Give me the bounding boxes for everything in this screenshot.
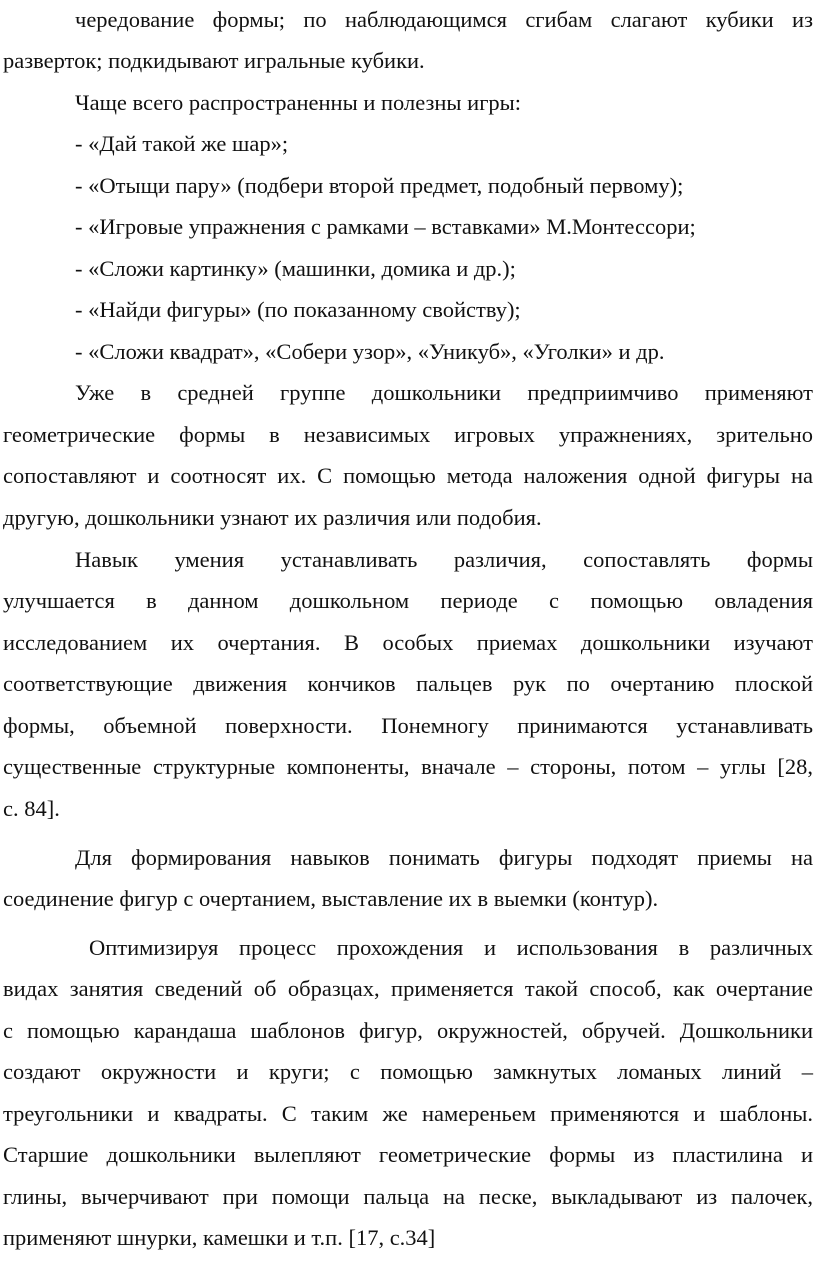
text-line: соответствующие движения кончиков пальцев рук по очертанию плоской xyxy=(3,671,813,696)
text-line: геометрические формы в независимых игровых упражнениях, зрительно xyxy=(3,422,813,447)
text-line: создают окружности и круги; с помощью замкнутых ломаных линий – xyxy=(3,1059,813,1084)
text-line: сопоставляют и соотносят их. С помощью метода наложения одной фигуры на xyxy=(3,463,813,488)
text-line: с. 84]. xyxy=(3,796,60,821)
text-line: чередование формы; по наблюдающимся сгибам слагают кубики из xyxy=(75,7,813,32)
list-item: - «Отыщи пару» (подбери второй предмет, подобный первому); xyxy=(75,173,684,198)
list-item: - «Найди фигуры» (по показанному свойству); xyxy=(75,297,521,322)
text-line: Уже в средней группе дошкольники предприимчиво применяют xyxy=(75,380,813,405)
text-line: глины, вычерчивают при помощи пальца на песке, выкладывают из палочек, xyxy=(3,1184,813,1209)
text-line: применяют шнурки, камешки и т.п. [17, с.34] xyxy=(3,1225,436,1250)
list-item: - «Дай такой же шар»; xyxy=(75,131,289,156)
text-line: Для формирования навыков понимать фигуры подходят приемы на xyxy=(75,845,813,870)
text-line: видах занятия сведений об образцах, применяется такой способ, как очертание xyxy=(3,976,813,1001)
text-line: формы, объемной поверхности. Понемногу принимаются устанавливать xyxy=(3,713,813,738)
text-line: Оптимизируя процесс прохождения и использования в различных xyxy=(89,935,813,960)
text-line: существенные структурные компоненты, вначале – стороны, потом – углы [28, xyxy=(3,754,813,779)
text-line: разверток; подкидывают игральные кубики. xyxy=(3,48,425,73)
text-line: Навык умения устанавливать различия, сопоставлять формы xyxy=(75,547,813,572)
text-line: с помощью карандаша шаблонов фигур, окружностей, обручей. Дошкольники xyxy=(3,1018,813,1043)
text-line: треугольники и квадраты. С таким же намереньем применяются и шаблоны. xyxy=(3,1101,813,1126)
text-line: другую, дошкольники узнают их различия или подобия. xyxy=(3,505,542,530)
text-line: соединение фигур с очертанием, выставление их в выемки (контур). xyxy=(3,886,659,911)
list-item: - «Сложи картинку» (машинки, домика и др.); xyxy=(75,256,516,281)
list-item: - «Сложи квадрат», «Собери узор», «Уникуб», «Уголки» и др. xyxy=(75,339,665,364)
text-line: улучшается в данном дошкольном периоде с помощью овладения xyxy=(3,588,813,613)
text-line: Чаще всего распространенны и полезны игры: xyxy=(75,90,522,115)
text-line: Старшие дошкольники вылепляют геометрические формы из пластилина и xyxy=(3,1142,813,1167)
list-item: - «Игровые упражнения с рамками – вставками» М.Монтессори; xyxy=(75,214,696,239)
text-line: исследованием их очертания. В особых приемах дошкольники изучают xyxy=(3,630,813,655)
